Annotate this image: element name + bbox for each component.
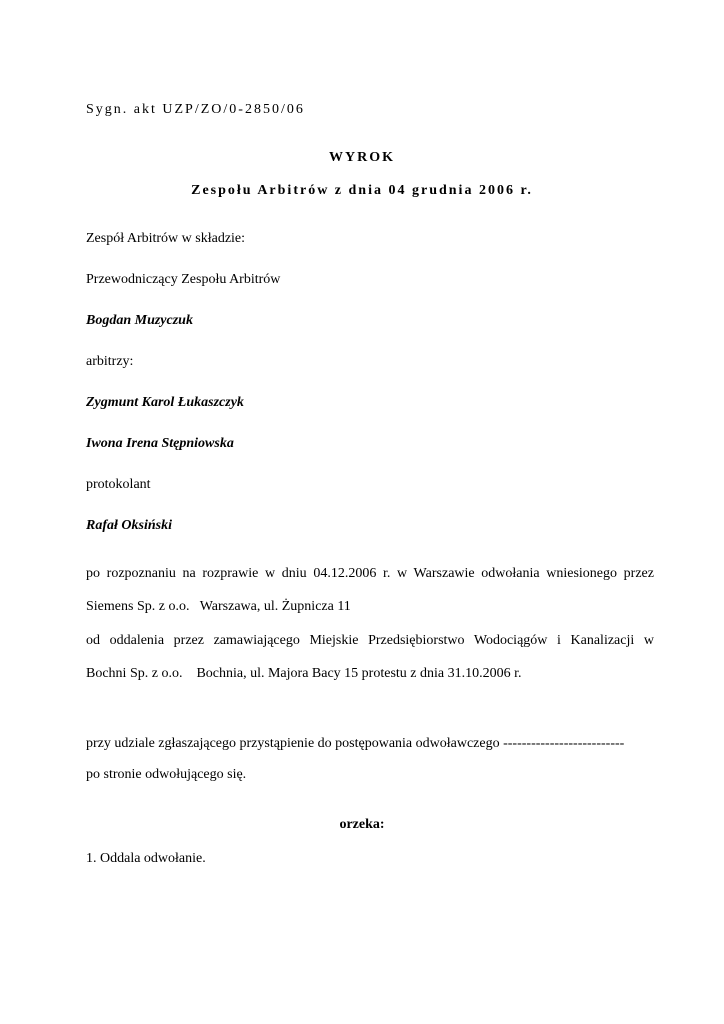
arbiters-label: arbitrzy: (86, 354, 134, 369)
clerk-name: Rafał Oksiński (86, 518, 172, 533)
document-subtitle: Zespołu Arbitrów z dnia 04 grudnia 2006 r. (191, 183, 533, 198)
chair-name: Bogdan Muzyczuk (86, 313, 193, 328)
body-line-5: przy udziale zgłaszającego przystąpienie do postępowania odwoławczego -------------------------- (86, 736, 625, 751)
body-line-4: Bochni Sp. z o.o. Bochnia, ul. Majora Bacy 15 protestu z dnia 31.10.2006 r. (86, 666, 522, 681)
body-line-6: po stronie odwołującego się. (86, 767, 247, 782)
body-line-1-wrap (86, 565, 654, 583)
body-line-3-wrap (86, 632, 654, 650)
clerk-label: protokolant (86, 477, 151, 492)
ruling-item-1: 1. Oddala odwołanie. (86, 851, 206, 866)
body-line-3: od oddalenia przez zamawiającego Miejskie Przedsiębiorstwo Wodociągów i Kanalizacji w (86, 633, 654, 648)
arbiter-name-2: Iwona Irena Stępniowska (86, 436, 234, 451)
body-line-1: po rozpoznaniu na rozprawie w dniu 04.12.2006 r. w Warszawie odwołania wniesionego przez (86, 566, 654, 581)
case-signature: Sygn. akt UZP/ZO/0-2850/06 (86, 102, 305, 117)
document-title: WYROK (329, 150, 395, 165)
chair-label: Przewodniczący Zespołu Arbitrów (86, 272, 281, 287)
body-line-2: Siemens Sp. z o.o. Warszawa, ul. Żupnicza 11 (86, 599, 351, 614)
arbiter-name-1: Zygmunt Karol Łukaszczyk (86, 395, 244, 410)
panel-intro: Zespół Arbitrów w składzie: (86, 231, 246, 246)
ruling-heading: orzeka: (339, 817, 385, 832)
